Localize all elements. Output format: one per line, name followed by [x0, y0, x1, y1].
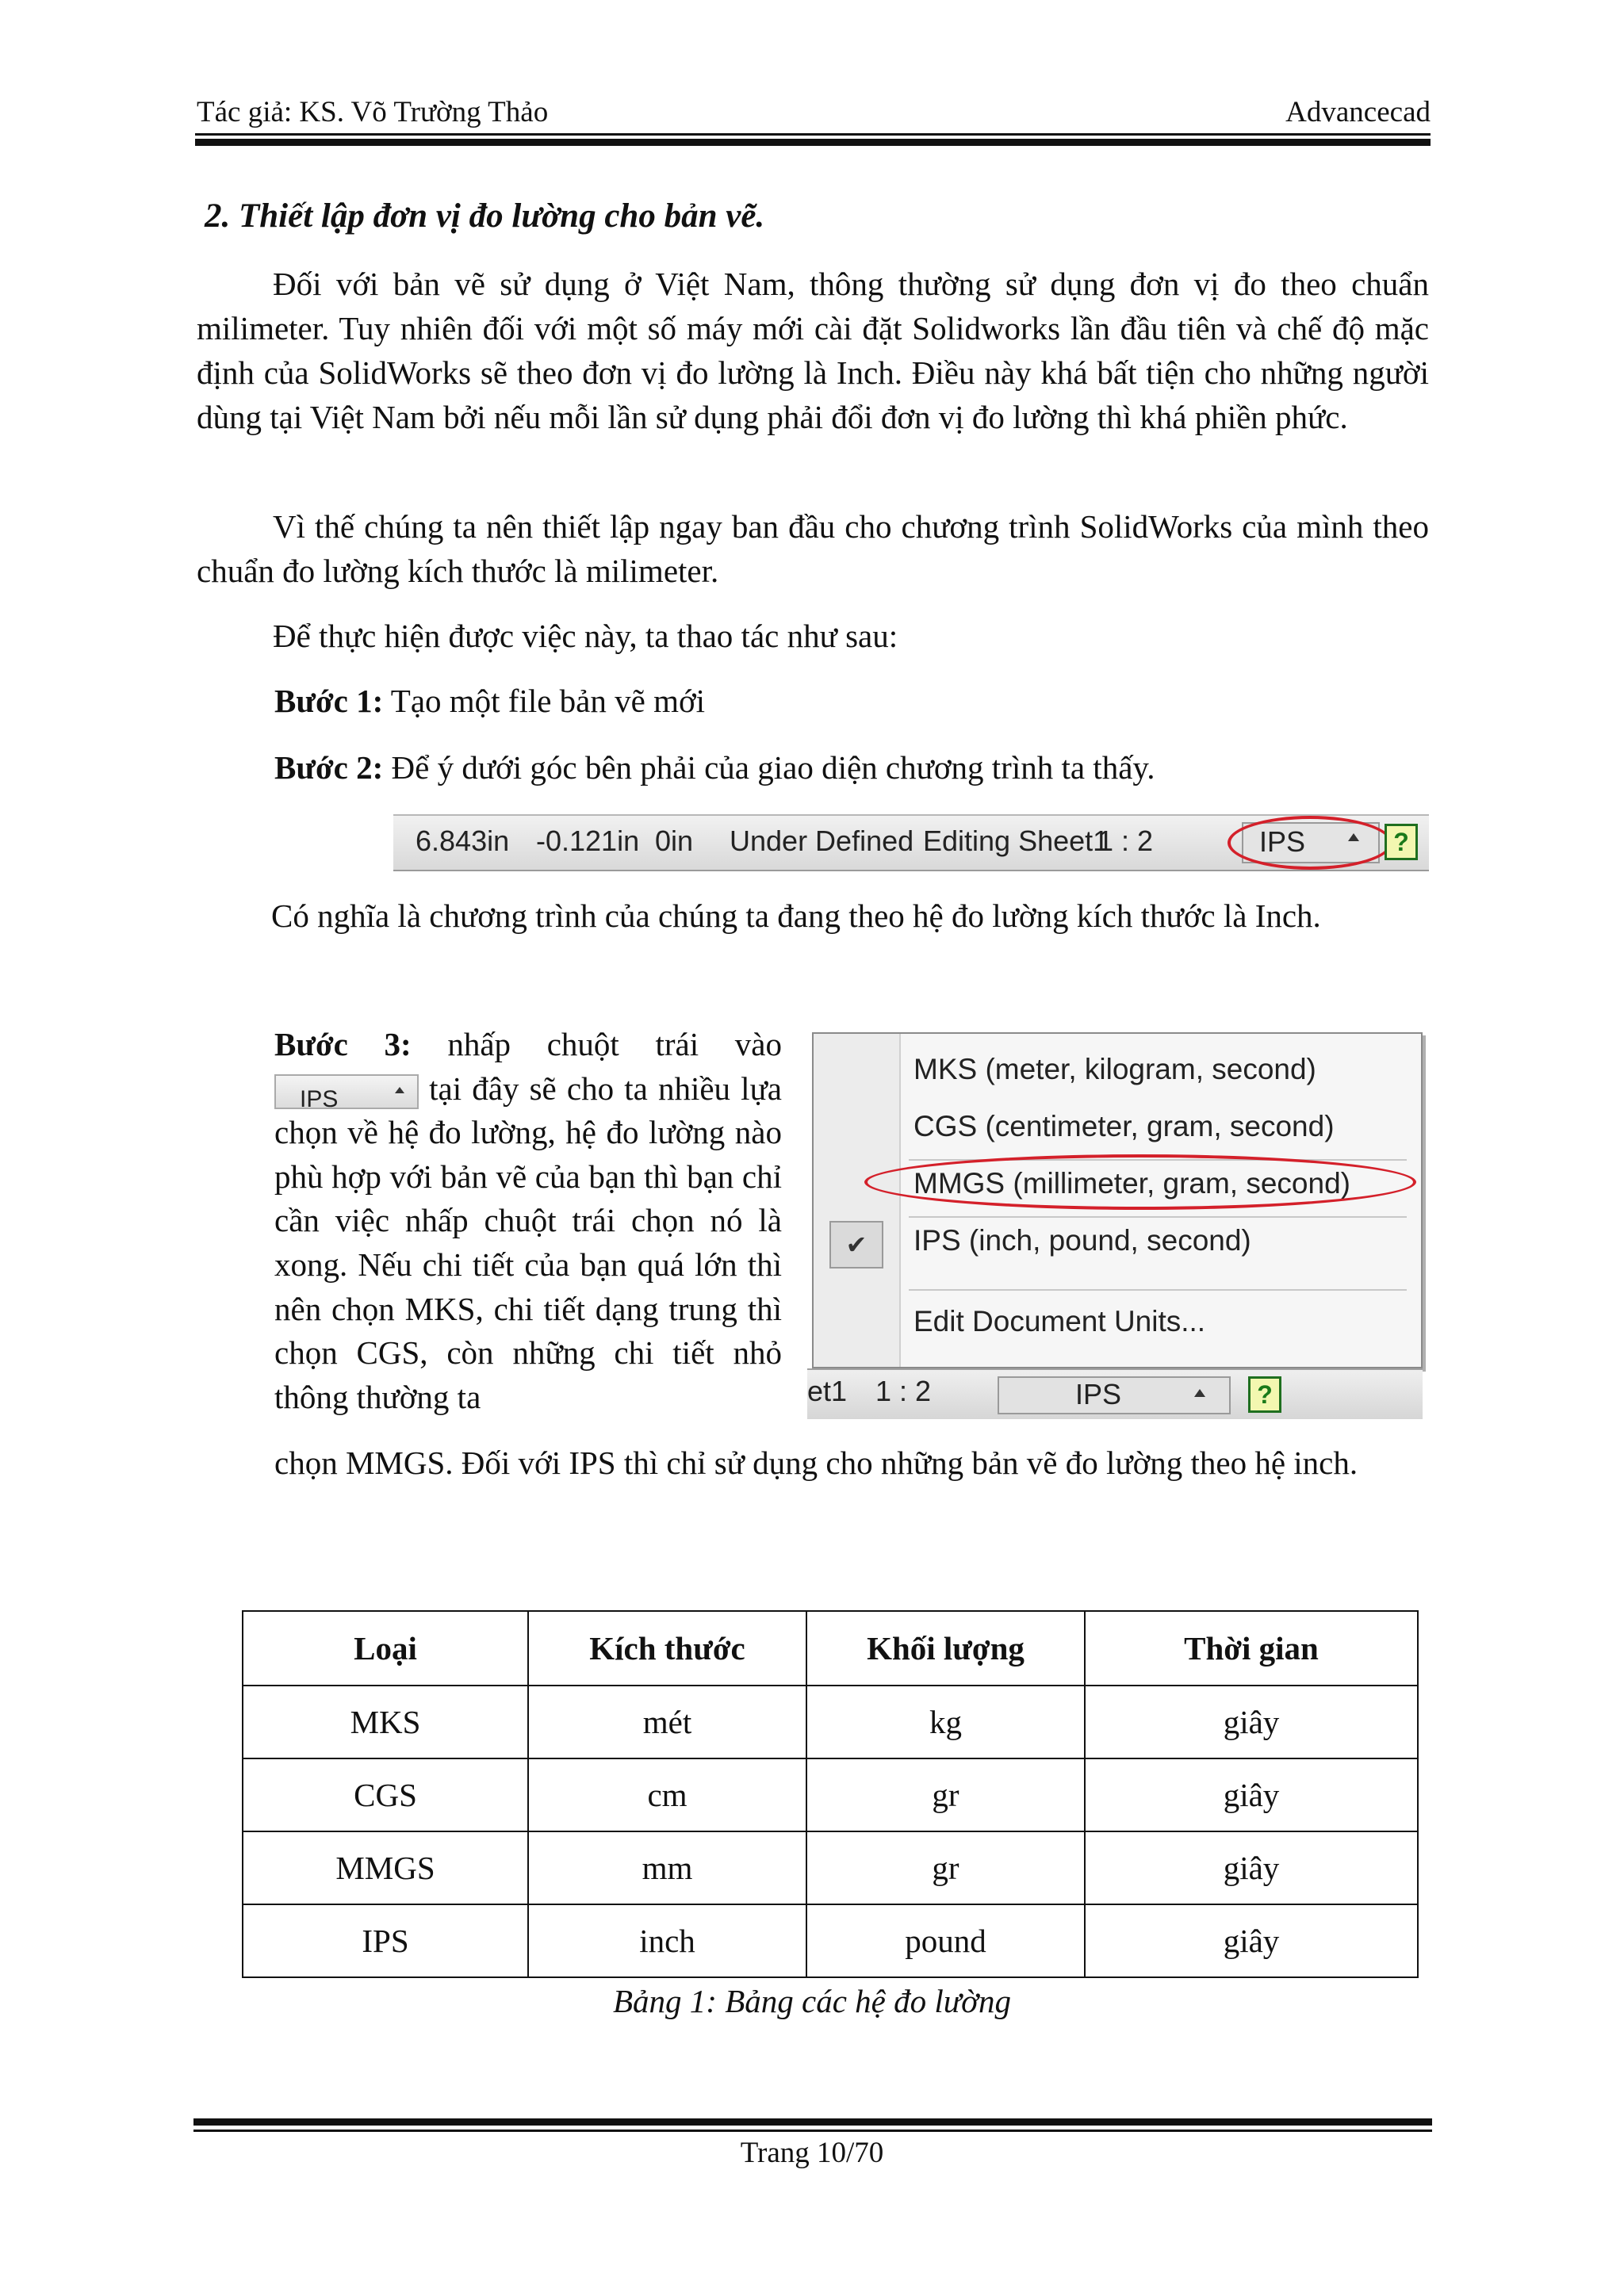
- inline-units-dropdown: [274, 1074, 419, 1113]
- table-header: Thời gian: [1085, 1611, 1418, 1686]
- checkmark-icon: ✔: [829, 1221, 883, 1269]
- help-icon[interactable]: ?: [1385, 824, 1418, 860]
- units-dropdown[interactable]: [998, 1376, 1231, 1414]
- paragraph-3-text: Để thực hiện được việc này, ta thao tác như sau:: [273, 618, 898, 654]
- step-1-text: Tạo một file bản vẽ mới: [383, 683, 706, 719]
- table-cell: mm: [528, 1831, 806, 1904]
- menu-item-mmgs[interactable]: MMGS (millimeter, gram, second): [914, 1167, 1350, 1200]
- page-number: Trang 10/70: [740, 2137, 884, 2169]
- paragraph-1: [197, 262, 1429, 439]
- step-1-label: Bước 1:: [274, 683, 384, 719]
- step-3: [274, 1023, 782, 1419]
- inline-units-value: IPS: [300, 1086, 339, 1113]
- table-header-row: [243, 1611, 1418, 1686]
- status-scale: 1 : 2: [875, 1375, 932, 1407]
- table-cell: giây: [1085, 1831, 1418, 1904]
- status-bar: [393, 814, 1429, 871]
- table-cell: giây: [1085, 1904, 1418, 1977]
- header-rule-thick: [195, 139, 1431, 146]
- footer-rule-thin: [193, 2130, 1432, 2132]
- status-explanation: Có nghĩa là chương trình của chúng ta đang theo hệ đo lường kích thước là Inch.: [271, 897, 1321, 934]
- menu-item-mks[interactable]: MKS (meter, kilogram, second): [914, 1053, 1316, 1085]
- status-scale: 1 : 2: [1097, 825, 1154, 857]
- table-cell: MKS: [243, 1686, 528, 1758]
- status-y-coordinate: -0.121in: [536, 825, 640, 857]
- table-cell: mét: [528, 1686, 806, 1758]
- status-definition-state: Under Defined: [730, 825, 914, 857]
- table-cell: MMGS: [243, 1831, 528, 1904]
- help-icon[interactable]: ?: [1248, 1376, 1281, 1413]
- section-title: 2. Thiết lập đơn vị đo lường cho bản vẽ.: [205, 197, 765, 235]
- menu-item-cgs[interactable]: CGS (centimeter, gram, second): [914, 1110, 1335, 1142]
- step-3-label: Bước 3:: [274, 1026, 412, 1062]
- table-cell: giây: [1085, 1758, 1418, 1831]
- header-rule-thin: [195, 133, 1431, 136]
- units-dropdown-value: IPS: [1075, 1378, 1122, 1410]
- table-cell: gr: [806, 1831, 1085, 1904]
- paragraph-3: [197, 614, 1429, 658]
- menu-gutter: [814, 1034, 901, 1367]
- table-cell: cm: [528, 1758, 806, 1831]
- table-header: Kích thước: [528, 1611, 806, 1686]
- units-table: [242, 1610, 1419, 1978]
- header-brand: Advancecad: [1285, 96, 1431, 128]
- step-2-text: Để ý dưới góc bên phải của giao diện chương trình ta thấy.: [383, 749, 1155, 786]
- status-z-coordinate: 0in: [655, 825, 694, 857]
- units-dropdown-value: IPS: [1259, 825, 1306, 858]
- paragraph-2: [197, 504, 1429, 593]
- step-3-continued: chọn MMGS. Đối với IPS thì chỉ sử dụng cho những bản vẽ đo lường theo hệ inch.: [274, 1445, 1358, 1481]
- step-1: [274, 679, 705, 723]
- paragraph-2-text: Vì thế chúng ta nên thiết lập ngay ban đầu cho chương trình SolidWorks của mình theo chuẩn đo lường kích thước là milimeter.: [197, 508, 1429, 589]
- menu-status-bar: [807, 1368, 1423, 1419]
- menu-item-edit-units[interactable]: Edit Document Units...: [914, 1305, 1206, 1337]
- step-2-label: Bước 2:: [274, 749, 384, 786]
- triangle-up-icon: [1194, 1389, 1205, 1397]
- menu-separator: [909, 1289, 1407, 1291]
- status-sheet: et1: [807, 1375, 848, 1407]
- table-cell: CGS: [243, 1758, 528, 1831]
- table-header: Khối lượng: [806, 1611, 1085, 1686]
- step-3-text-b: tại đây sẽ cho ta nhiều lựa chọn về hệ đo lường, hệ đo lường nào phù hợp với bản vẽ của bạn thì bạn chỉ cần việc nhấp chuột trái chọn nó là xong. Nếu chi tiết của bạn quá lớn thì nên chọn MKS, chi tiết dạng trung thì chọn CGS, còn những chi tiết nhỏ thông thường ta: [274, 1070, 782, 1415]
- highlight-ellipse: [1228, 816, 1392, 870]
- status-sheet: Editing Sheet1: [923, 825, 1109, 857]
- table-cell: giây: [1085, 1686, 1418, 1758]
- triangle-up-icon: [395, 1087, 404, 1093]
- menu-separator: [909, 1216, 1407, 1218]
- table-cell: gr: [806, 1758, 1085, 1831]
- table-cell: pound: [806, 1904, 1085, 1977]
- footer-rule-thick: [193, 2118, 1432, 2126]
- table-row: [243, 1904, 1418, 1977]
- table-row: [243, 1831, 1418, 1904]
- table-cell: kg: [806, 1686, 1085, 1758]
- status-x-coordinate: 6.843in: [416, 825, 510, 857]
- menu-item-ips[interactable]: IPS (inch, pound, second): [914, 1224, 1251, 1257]
- table-row: [243, 1686, 1418, 1758]
- table-row: [243, 1758, 1418, 1831]
- step-3-text-a: nhấp chuột trái vào: [411, 1026, 782, 1062]
- highlight-ellipse: [864, 1154, 1416, 1210]
- table-caption: Bảng 1: Bảng các hệ đo lường: [613, 1983, 1011, 2019]
- table-header: Loại: [243, 1611, 528, 1686]
- table-cell: inch: [528, 1904, 806, 1977]
- step-2: [274, 745, 1155, 790]
- header-author: Tác giả: KS. Võ Trường Thảo: [197, 96, 549, 128]
- units-menu-screenshot: [807, 1032, 1423, 1418]
- paragraph-1-text: Đối với bản vẽ sử dụng ở Việt Nam, thông thường sử dụng đơn vị đo theo chuẩn milimeter. Tuy nhiên đối với một số máy mới cài đặt Solidworks lần đầu tiên và chế độ mặc định của SolidWorks sẽ theo đơn vị đo lường là Inch. Điều này khá bất tiện cho những người dùng tại Việt Nam bởi nếu mỗi lần sử dụng phải đổi đơn vị đo lường thì khá phiền phức.: [197, 266, 1429, 435]
- table-cell: IPS: [243, 1904, 528, 1977]
